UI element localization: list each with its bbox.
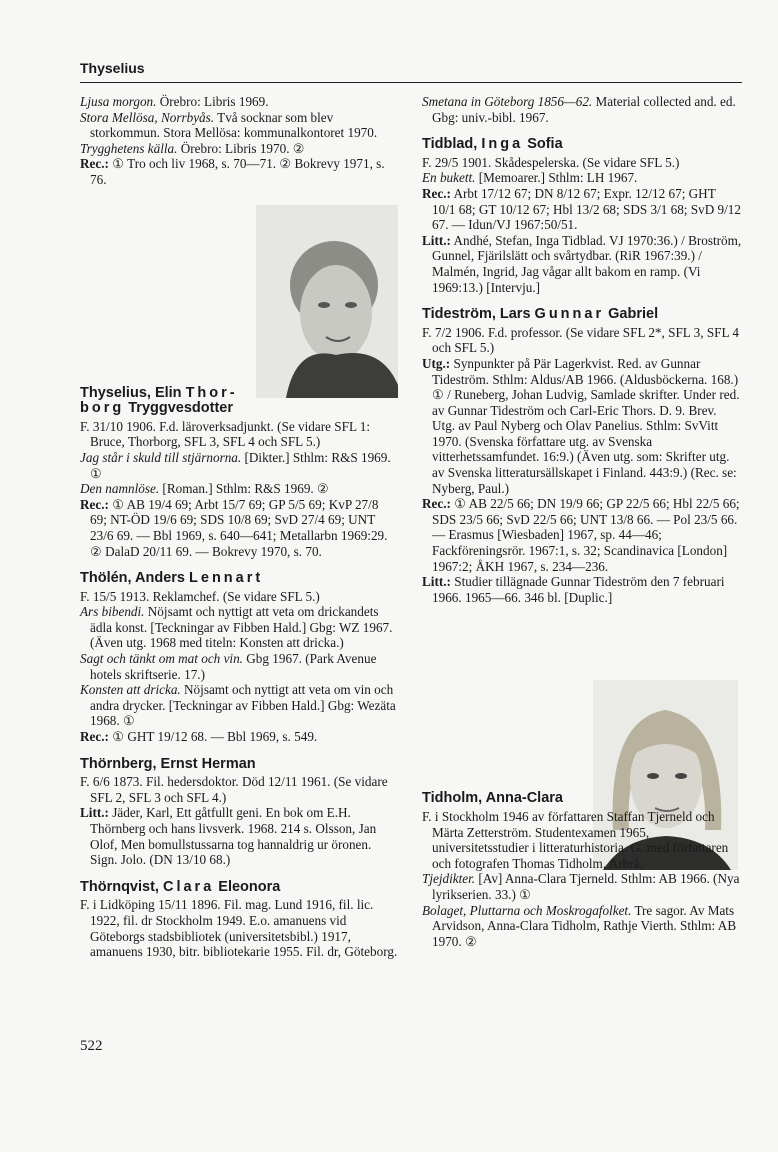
entry-literature: Litt.: Andhé, Stefan, Inga Tidblad. VJ 1970:36.) / Broström, Gunnel, Fjärilslätt och svårtydbar. (RiR 1967:39.) / Malmén, Ingrid, Jag vågar allt bakom en ramp. (Vi 1969:13.) [Intervju.]: [422, 232, 742, 295]
entry-heading-elin: Thyselius, Elin Thor- borg Tryggvesdotter: [80, 384, 238, 417]
entry-bio: F. 7/2 1906. F.d. professor. (Se vidare SFL 2*, SFL 3, SFL 4 och SFL 5.): [422, 324, 739, 356]
entry-literature: Litt.: Studier tillägnade Gunnar Tideström den 7 februari 1966. 1965—66. 346 bl. [Duplic.]: [422, 574, 725, 605]
running-head: Thyselius: [80, 60, 145, 76]
entry-line: Stora Mellösa, Norrbyås. Två socknar som blev storkommun. Stora Mellösa: kommunalkontoret 1970.: [80, 109, 378, 141]
entry-line: Rec.: ① Tro och liv 1968, s. 70—71. ② Bokrevy 1971, s. 76.: [80, 156, 385, 187]
entry-heading-tidholm: Tidholm, Anna-Clara: [422, 790, 563, 807]
entry-work: Bolaget, Pluttarna och Moskrogafolket. Tre sagor. Av Mats Arvidson, Anna-Clara Tidholm, Rathje Vierth. Sthlm: AB 1970. ②: [422, 902, 737, 949]
entry-reviews: Rec.: ① AB 22/5 66; DN 19/9 66; GP 22/5 66; Hbl 22/5 66; SDS 23/5 66; SvD 22/5 66; UNT 13/8 66. — Pol 23/5 66. — Erasmus [Wiesbaden] 1967, sp. 44—46; Fackföreningsrör. 1967:1, s. 32; Scandinavica [London] 1967:2; ÅKH 1967, s. 234—236.: [422, 496, 740, 574]
entry-work: Ars bibendi. Nöjsamt och nyttigt att veta om drickandets ädla konst. [Teckningar av Fibben Hald.] Gbg: WZ 1967. (Även utg. 1968 med titeln: Konsten att dricka.): [80, 604, 393, 651]
entry-line: Smetana in Göteborg 1856—62. Material collected and. ed. Gbg: univ.-bibl. 1967.: [422, 94, 736, 125]
entry-work: Tjejdikter. [Av] Anna-Clara Tjerneld. Sthlm: AB 1966. (Nya lyrikserien. 33.) ①: [422, 871, 740, 902]
right-column: [422, 94, 742, 949]
entry-heading-tidestrom: Tideström, Lars Gunnar Gabriel: [422, 306, 659, 323]
header-rule: [80, 82, 742, 83]
entry-work: En bukett. [Memoarer.] Sthlm: LH 1967.: [422, 170, 638, 186]
entry-reviews: Rec.: ① GHT 19/12 68. — Bbl 1969, s. 549.: [80, 729, 318, 745]
entry-reviews: Rec.: Arbt 17/12 67; DN 8/12 67; Expr. 12/12 67; GHT 10/1 68; GT 10/12 67; Hbl 13/2 68; SDS 3/1 68; SvD 9/12 67. — Idun/VJ 1967:50/51.: [422, 185, 741, 233]
entry-work: Sagt och tänkt om mat och vin. Gbg 1967. (Park Avenue hotels skriftserie. 17.): [80, 651, 377, 682]
entry-literature: Litt.: Jäder, Karl, Ett gåtfullt geni. En bok om E.H. Thörnberg och hans livsverk. 1968. 214 s. Olsson, Jan Olof, Men bomullstussarna tog hannaldrig ur öronen. Sign. Jolo. (DN 13/10 68.): [80, 805, 377, 868]
entry-line: Ljusa morgon. Örebro: Libris 1969.: [80, 94, 269, 109]
entry-work: Konsten att dricka. Nöjsamt och nyttigt att veta om vin och andra drycker. [Teckningar av Fibben Hald.] Gbg: Wezäta 1968. ①: [80, 682, 396, 729]
entry-heading-tidblad: Tidblad, Inga Sofia: [422, 136, 563, 153]
entry-bio: F. 15/5 1913. Reklamchef. (Se vidare SFL 5.): [80, 588, 320, 604]
entry-work: Jag står i skuld till stjärnorna. [Dikter.] Sthlm: R&S 1969. ①: [80, 449, 391, 481]
entry-heading-thornqvist: Thörnqvist, Clara Eleonora: [80, 878, 281, 895]
entry-bio: F. i Lidköping 15/11 1896. Fil. mag. Lund 1916, fil. lic. 1922, fil. dr Stockholm 1949. E.o. amanuens vid Göteborgs stadsbibliotek (universitetsbibl.) 1917, amanuens 1930, bitr. bibliotekarie 1955. Fil. dr, Göteborg.: [80, 897, 398, 960]
entry-bio: F. 31/10 1906. F.d. läroverksadjunkt. (Se vidare SFL 1: Bruce, Thorborg, SFL 3, SFL 4 och SFL 5.): [80, 418, 371, 450]
entry-reviews: Rec.: ① AB 19/4 69; Arbt 15/7 69; GP 5/5 69; KvP 27/8 69; NT-ÖD 19/6 69; SDS 10/8 69; SvD 27/4 69; UNT 23/6 69. — Bbl 1969, s. 640—641; Metallarbn 1969:29. ② DalaD 20/11 69. — Bokrevy 1970, s. 70.: [80, 496, 388, 559]
entry-line: Trygghetens källa. Örebro: Libris 1970. ②: [80, 140, 305, 156]
page-number: 522: [80, 1038, 103, 1054]
entry-editions: Utg.: Synpunkter på Pär Lagerkvist. Red. av Gunnar Tideström. Sthlm: Aldus/AB 1966. (Aldusböckerna. 168.) ① / Runeberg, Johan Ludvig, Samlade skrifter. Under red. av Gunnar Tideström och Carl-Eric Thors. D. 9. Brev. Utg. av Paul Nyberg och Olav Panelius. Sthlm: SvVitt 1970. (Svenska författare utg. av Svenska vitterhetssamfundet. 16:9.) (Även utg. som: Skrifter utg. av Svenska litteratursällskapet i Finland. 443:9.) (Rec. se: Nyberg, Paul.): [422, 355, 740, 496]
left-column: [80, 94, 398, 960]
entry-work: Den namnlöse. [Roman.] Sthlm: R&S 1969. ②: [80, 481, 329, 497]
entry-bio: F. 6/6 1873. Fil. hedersdoktor. Död 12/11 1961. (Se vidare SFL 2, SFL 3 och SFL 4.): [80, 774, 388, 805]
entry-heading-thornberg: Thörnberg, Ernst Herman: [80, 755, 256, 772]
entry-bio: F. i Stockholm 1946 av författaren Staffan Tjerneld och Märta Zetterström. Studentexamen 1965, universitetsstudier i litteraturhistoria. G. med författaren och fotografen Thomas Tidholm, Arbrå.: [422, 809, 729, 871]
entry-heading-tholen: Thölén, Anders Lennart: [80, 570, 264, 587]
entry-bio: F. 29/5 1901. Skådespelerska. (Se vidare SFL 5.): [422, 154, 680, 170]
